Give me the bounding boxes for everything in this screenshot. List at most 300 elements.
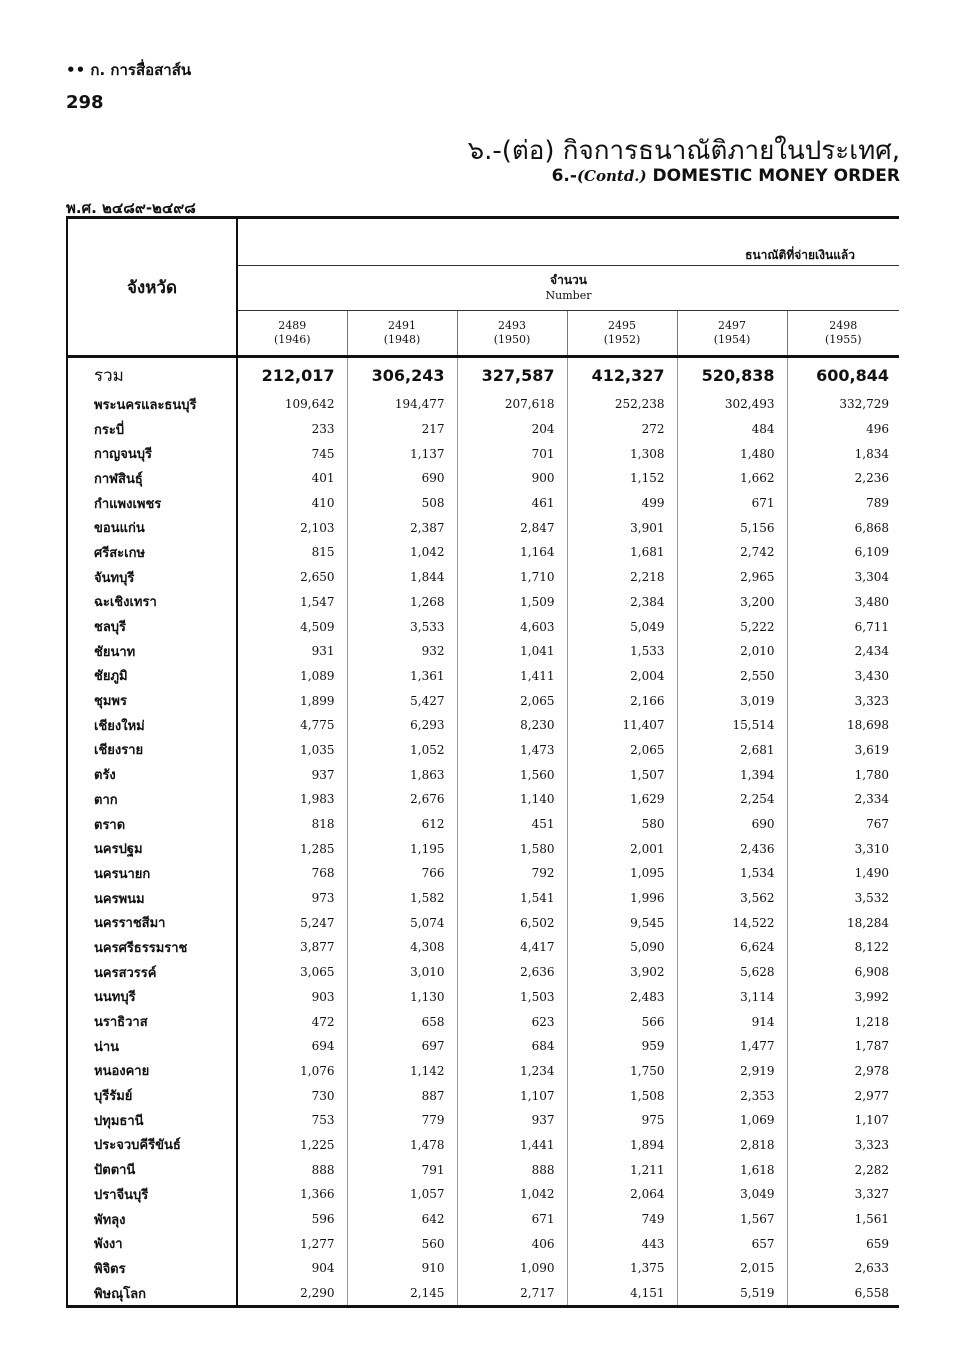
table-row: [67, 614, 899, 639]
value-cell: 1,277: [237, 1231, 347, 1256]
value-cell: 1,509: [457, 590, 567, 615]
value-cell: 1,863: [347, 762, 457, 787]
value-cell: 959: [567, 1034, 677, 1059]
province-name: หนองคาย: [67, 1059, 237, 1084]
table-row: [67, 540, 899, 565]
value-cell: 903: [237, 985, 347, 1010]
table-row: [67, 1059, 899, 1084]
table-row: [67, 762, 899, 787]
value-cell: 1,560: [457, 762, 567, 787]
value-cell: 560: [347, 1231, 457, 1256]
value-cell: 2,015: [677, 1256, 787, 1281]
value-cell: 701: [457, 441, 567, 466]
value-cell: 1,308: [567, 441, 677, 466]
value-cell: 3,430: [854, 668, 890, 683]
table-row: [67, 787, 899, 812]
province-name: พัทลุง: [67, 1207, 237, 1232]
value-cell: 2,436: [677, 836, 787, 861]
value-cell: 792: [457, 861, 567, 886]
value-cell: 1,750: [567, 1059, 677, 1084]
value-cell: 3,562: [677, 886, 787, 911]
value-cell: 642: [347, 1207, 457, 1232]
year-ce: (1955): [824, 333, 862, 346]
value-cell: 2,334: [854, 792, 890, 807]
value-cell: 406: [457, 1231, 567, 1256]
value-cell: 1,507: [567, 762, 677, 787]
value-cell: 973: [237, 886, 347, 911]
province-name: ตาก: [67, 787, 237, 812]
value-cell: 302,493: [677, 392, 787, 417]
value-cell: 697: [347, 1034, 457, 1059]
value-cell: 1,095: [567, 861, 677, 886]
value-cell: 6,502: [457, 910, 567, 935]
province-name: เชียงใหม่: [67, 713, 237, 738]
value-cell: 3,114: [677, 985, 787, 1010]
value-cell: 1,411: [457, 664, 567, 689]
year-column-header: [787, 311, 899, 357]
value-cell: 580: [567, 812, 677, 837]
money-order-table-container: [66, 216, 898, 1308]
value-cell: 2,550: [677, 664, 787, 689]
value-cell: 5,628: [677, 960, 787, 985]
table-row: [67, 1182, 899, 1207]
value-cell: 2,290: [237, 1281, 347, 1307]
value-cell: 496: [866, 422, 890, 437]
value-cell: 1,503: [457, 985, 567, 1010]
value-cell: 1,234: [457, 1059, 567, 1084]
value-cell: 1,580: [457, 836, 567, 861]
value-cell: 1,582: [347, 886, 457, 911]
value-cell: 888: [457, 1157, 567, 1182]
value-cell: 1,394: [677, 762, 787, 787]
province-name: ขอนแก่น: [67, 515, 237, 540]
number-subheader-thai: จำนวน: [550, 273, 587, 287]
value-cell: 3,902: [567, 960, 677, 985]
value-cell: 5,247: [237, 910, 347, 935]
value-cell: 1,361: [347, 664, 457, 689]
year-be: 2498: [829, 319, 858, 332]
value-cell: 3,901: [567, 515, 677, 540]
value-cell: 3,019: [677, 688, 787, 713]
table-row: [67, 1009, 899, 1034]
value-cell: 520,838: [677, 357, 787, 393]
value-cell: 659: [866, 1236, 890, 1251]
value-cell: 671: [677, 491, 787, 516]
province-name: นราธิวาส: [67, 1009, 237, 1034]
table-row: [67, 441, 899, 466]
value-cell: 684: [457, 1034, 567, 1059]
table-row: [67, 688, 899, 713]
value-cell: 2,254: [677, 787, 787, 812]
table-row: [67, 836, 899, 861]
province-name: ชัยภูมิ: [67, 664, 237, 689]
table-row: [67, 1256, 899, 1281]
value-cell: 1,508: [567, 1083, 677, 1108]
value-cell: 2,218: [567, 565, 677, 590]
value-cell: 14,522: [677, 910, 787, 935]
value-cell: 1,780: [854, 767, 890, 782]
value-cell: 1,057: [347, 1182, 457, 1207]
value-cell: 900: [457, 466, 567, 491]
value-cell: 612: [347, 812, 457, 837]
value-cell: 1,478: [347, 1133, 457, 1158]
value-cell: 5,519: [677, 1281, 787, 1307]
province-name: ปัตตานี: [67, 1157, 237, 1182]
value-cell: 2,064: [567, 1182, 677, 1207]
province-name: นครราชสีมา: [67, 910, 237, 935]
table-row: [67, 1034, 899, 1059]
table-row: [67, 1083, 899, 1108]
value-cell: 1,662: [677, 466, 787, 491]
page-title-english: [552, 166, 900, 186]
value-cell: 18,284: [847, 915, 890, 930]
value-cell: 2,010: [677, 639, 787, 664]
value-cell: 4,603: [457, 614, 567, 639]
value-cell: 1,130: [347, 985, 457, 1010]
value-cell: 690: [347, 466, 457, 491]
period-label: พ.ศ. ๒๔๘๙-๒๔๙๘: [66, 199, 196, 217]
province-name: ตราด: [67, 812, 237, 837]
value-cell: 2,065: [457, 688, 567, 713]
value-cell: 932: [347, 639, 457, 664]
table-row: [67, 1133, 899, 1158]
value-cell: 4,308: [347, 935, 457, 960]
value-cell: 1,894: [567, 1133, 677, 1158]
year-ce: (1954): [713, 333, 751, 346]
value-cell: 207,618: [457, 392, 567, 417]
value-cell: 2,065: [567, 738, 677, 763]
value-cell: 753: [237, 1108, 347, 1133]
province-name: นครพนม: [67, 886, 237, 911]
value-cell: 910: [347, 1256, 457, 1281]
table-row: [67, 664, 899, 689]
value-cell: 2,236: [854, 471, 890, 486]
value-cell: 745: [237, 441, 347, 466]
value-cell: 2,676: [347, 787, 457, 812]
value-cell: 217: [347, 417, 457, 442]
value-cell: 658: [347, 1009, 457, 1034]
value-cell: 1,090: [457, 1256, 567, 1281]
table-row: [67, 861, 899, 886]
table-row: [67, 812, 899, 837]
value-cell: 499: [567, 491, 677, 516]
value-cell: 623: [457, 1009, 567, 1034]
value-cell: 410: [237, 491, 347, 516]
table-row: [67, 590, 899, 615]
value-cell: 1,375: [567, 1256, 677, 1281]
value-cell: 1,629: [567, 787, 677, 812]
province-name: ตรัง: [67, 762, 237, 787]
page-number: 298: [66, 92, 104, 113]
value-cell: 6,624: [677, 935, 787, 960]
value-cell: 694: [237, 1034, 347, 1059]
year-be: 2495: [608, 319, 636, 332]
value-cell: 2,483: [567, 985, 677, 1010]
value-cell: 671: [457, 1207, 567, 1232]
province-name: ชัยนาท: [67, 639, 237, 664]
table-row: [67, 713, 899, 738]
value-cell: 1,041: [457, 639, 567, 664]
value-cell: 15,514: [677, 713, 787, 738]
province-name: กำแพงเพชร: [67, 491, 237, 516]
value-cell: 327,587: [457, 357, 567, 393]
value-cell: 818: [237, 812, 347, 837]
value-cell: 1,547: [237, 590, 347, 615]
value-cell: 1,218: [854, 1014, 890, 1029]
value-cell: 1,996: [567, 886, 677, 911]
value-cell: 109,642: [237, 392, 347, 417]
value-cell: 306,243: [347, 357, 457, 393]
value-cell: 937: [237, 762, 347, 787]
value-cell: 2,818: [677, 1133, 787, 1158]
year-column-header: [347, 311, 457, 357]
value-cell: 1,042: [347, 540, 457, 565]
value-cell: 212,017: [237, 357, 347, 393]
page-title-thai: ๖.-(ต่อ) กิจการธนาณัติภายในประเทศ,: [467, 136, 900, 166]
table-row: [67, 1157, 899, 1182]
value-cell: 2,636: [457, 960, 567, 985]
province-name: ชุมพร: [67, 688, 237, 713]
value-cell: 2,919: [677, 1059, 787, 1084]
value-cell: 3,877: [237, 935, 347, 960]
value-cell: 1,035: [237, 738, 347, 763]
province-name: ประจวบคีรีขันธ์: [67, 1133, 237, 1158]
province-name: นครนายก: [67, 861, 237, 886]
year-column-header: [237, 311, 347, 357]
table-row: [67, 392, 899, 417]
province-name: ฉะเชิงเทรา: [67, 590, 237, 615]
value-cell: 3,323: [854, 693, 890, 708]
value-cell: 1,285: [237, 836, 347, 861]
value-cell: 2,978: [854, 1063, 890, 1078]
table-row: [67, 910, 899, 935]
value-cell: 904: [237, 1256, 347, 1281]
value-cell: 1,089: [237, 664, 347, 689]
value-cell: 2,977: [854, 1088, 890, 1103]
value-cell: 766: [347, 861, 457, 886]
value-cell: 233: [237, 417, 347, 442]
value-cell: 2,633: [854, 1261, 890, 1276]
value-cell: 3,200: [677, 590, 787, 615]
value-cell: 2,434: [854, 644, 890, 659]
value-cell: 1,225: [237, 1133, 347, 1158]
year-be: 2489: [278, 319, 307, 332]
value-cell: 1,268: [347, 590, 457, 615]
value-cell: 6,711: [854, 619, 890, 634]
value-cell: 3,010: [347, 960, 457, 985]
value-cell: 791: [347, 1157, 457, 1182]
value-cell: 451: [457, 812, 567, 837]
money-order-table: [66, 216, 899, 1308]
value-cell: 1,107: [457, 1083, 567, 1108]
value-cell: 5,222: [677, 614, 787, 639]
value-cell: 6,293: [347, 713, 457, 738]
year-column-header: [567, 311, 677, 357]
value-cell: 1,567: [677, 1207, 787, 1232]
value-cell: 2,387: [347, 515, 457, 540]
table-row: [67, 491, 899, 516]
value-cell: 690: [677, 812, 787, 837]
value-cell: 4,151: [567, 1281, 677, 1307]
value-cell: 1,069: [677, 1108, 787, 1133]
value-cell: 5,156: [677, 515, 787, 540]
value-cell: 1,490: [854, 866, 890, 881]
value-cell: 1,142: [347, 1059, 457, 1084]
table-row: [67, 1231, 899, 1256]
title-en-contd: (Contd.): [576, 167, 647, 185]
value-cell: 472: [237, 1009, 347, 1034]
table-row: [67, 466, 899, 491]
year-ce: (1950): [493, 333, 531, 346]
value-cell: 3,532: [854, 891, 890, 906]
value-cell: 2,650: [237, 565, 347, 590]
table-row: [67, 960, 899, 985]
value-cell: 1,618: [677, 1157, 787, 1182]
value-cell: 2,847: [457, 515, 567, 540]
table-row: [67, 1281, 899, 1307]
value-cell: 566: [567, 1009, 677, 1034]
title-en-prefix: 6.-: [551, 166, 577, 186]
value-cell: 1,052: [347, 738, 457, 763]
year-column-header: [457, 311, 567, 357]
value-cell: 815: [237, 540, 347, 565]
value-cell: 3,323: [854, 1137, 890, 1152]
value-cell: 443: [567, 1231, 677, 1256]
value-cell: 6,868: [854, 520, 890, 535]
value-cell: 6,558: [787, 1281, 899, 1307]
value-cell: 2,103: [237, 515, 347, 540]
province-column-header: จังหวัด: [67, 218, 237, 357]
value-cell: 461: [457, 491, 567, 516]
year-be: 2497: [718, 319, 746, 332]
value-cell: 18,698: [847, 718, 890, 733]
value-cell: 401: [237, 466, 347, 491]
value-cell: 4,417: [457, 935, 567, 960]
value-cell: 1,534: [677, 861, 787, 886]
province-name: พังงา: [67, 1231, 237, 1256]
year-ce: (1952): [603, 333, 641, 346]
province-name: ชลบุรี: [67, 614, 237, 639]
table-row: [67, 515, 899, 540]
province-name: พระนครและธนบุรี: [67, 392, 237, 417]
value-cell: 789: [866, 496, 890, 511]
table-row: [67, 565, 899, 590]
province-name: กาฬสินธุ์: [67, 466, 237, 491]
value-cell: 3,533: [347, 614, 457, 639]
value-cell: 9,545: [567, 910, 677, 935]
value-cell: 1,473: [457, 738, 567, 763]
value-cell: 3,327: [854, 1187, 890, 1202]
value-cell: 5,427: [347, 688, 457, 713]
value-cell: 5,049: [567, 614, 677, 639]
value-cell: 5,090: [567, 935, 677, 960]
value-cell: 5,074: [347, 910, 457, 935]
province-name: พิจิตร: [67, 1256, 237, 1281]
title-en-main: DOMESTIC MONEY ORDER: [652, 166, 900, 186]
value-cell: 975: [567, 1108, 677, 1133]
value-cell: 8,230: [457, 713, 567, 738]
value-cell: 252,238: [567, 392, 677, 417]
value-cell: 2,145: [347, 1281, 457, 1307]
value-cell: 194,477: [347, 392, 457, 417]
value-cell: 484: [677, 417, 787, 442]
value-cell: 887: [347, 1083, 457, 1108]
value-cell: 1,480: [677, 441, 787, 466]
value-cell: 3,304: [854, 570, 890, 585]
value-cell: 2,353: [677, 1083, 787, 1108]
table-row: [67, 417, 899, 442]
value-cell: 1,107: [854, 1113, 890, 1128]
value-cell: 2,742: [677, 540, 787, 565]
province-name: นนทบุรี: [67, 985, 237, 1010]
value-cell: 272: [567, 417, 677, 442]
value-cell: 6,908: [854, 965, 890, 980]
value-cell: 1,983: [237, 787, 347, 812]
value-cell: 6,109: [854, 545, 890, 560]
province-name: พิษณุโลก: [67, 1281, 237, 1307]
value-cell: 1,441: [457, 1133, 567, 1158]
value-cell: 1,366: [237, 1182, 347, 1207]
year-ce: (1946): [273, 333, 311, 346]
section-label: •• ก. การสื่อสาส์น: [66, 61, 192, 79]
value-cell: 937: [457, 1108, 567, 1133]
value-cell: 11,407: [567, 713, 677, 738]
value-cell: 412,327: [567, 357, 677, 393]
total-row: [67, 357, 899, 393]
year-ce: (1948): [383, 333, 421, 346]
province-name: น่าน: [67, 1034, 237, 1059]
value-cell: 3,049: [677, 1182, 787, 1207]
province-name: ศรีสะเกษ: [67, 540, 237, 565]
province-name: นครสวรรค์: [67, 960, 237, 985]
value-cell: 596: [237, 1207, 347, 1232]
value-cell: 2,965: [677, 565, 787, 590]
value-cell: 914: [677, 1009, 787, 1034]
year-be: 2491: [388, 319, 416, 332]
value-cell: 1,561: [854, 1212, 890, 1227]
table-row: [67, 935, 899, 960]
province-name: ปทุมธานี: [67, 1108, 237, 1133]
province-name: ปราจีนบุรี: [67, 1182, 237, 1207]
value-cell: 1,787: [854, 1039, 890, 1054]
table-row: [67, 639, 899, 664]
value-cell: 768: [237, 861, 347, 886]
value-cell: 1,140: [457, 787, 567, 812]
value-cell: 2,166: [567, 688, 677, 713]
value-cell: 3,310: [854, 841, 890, 856]
value-cell: 767: [866, 817, 890, 832]
value-cell: 1,899: [237, 688, 347, 713]
value-cell: 1,164: [457, 540, 567, 565]
value-cell: 1,137: [347, 441, 457, 466]
year-column-header: [677, 311, 787, 357]
value-cell: 1,152: [567, 466, 677, 491]
paid-money-orders-header: ธนาณัติที่จ่ายเงินแล้ว: [237, 218, 899, 266]
value-cell: 1,211: [567, 1157, 677, 1182]
value-cell: 2,384: [567, 590, 677, 615]
table-row: [67, 738, 899, 763]
value-cell: 1,681: [567, 540, 677, 565]
value-cell: 779: [347, 1108, 457, 1133]
value-cell: 730: [237, 1083, 347, 1108]
number-subheader: [237, 266, 899, 311]
value-cell: 204: [457, 417, 567, 442]
value-cell: 2,717: [457, 1281, 567, 1307]
province-name: กระบี่: [67, 417, 237, 442]
province-name: นครศรีธรรมราช: [67, 935, 237, 960]
value-cell: 332,729: [839, 397, 890, 412]
value-cell: 1,076: [237, 1059, 347, 1084]
